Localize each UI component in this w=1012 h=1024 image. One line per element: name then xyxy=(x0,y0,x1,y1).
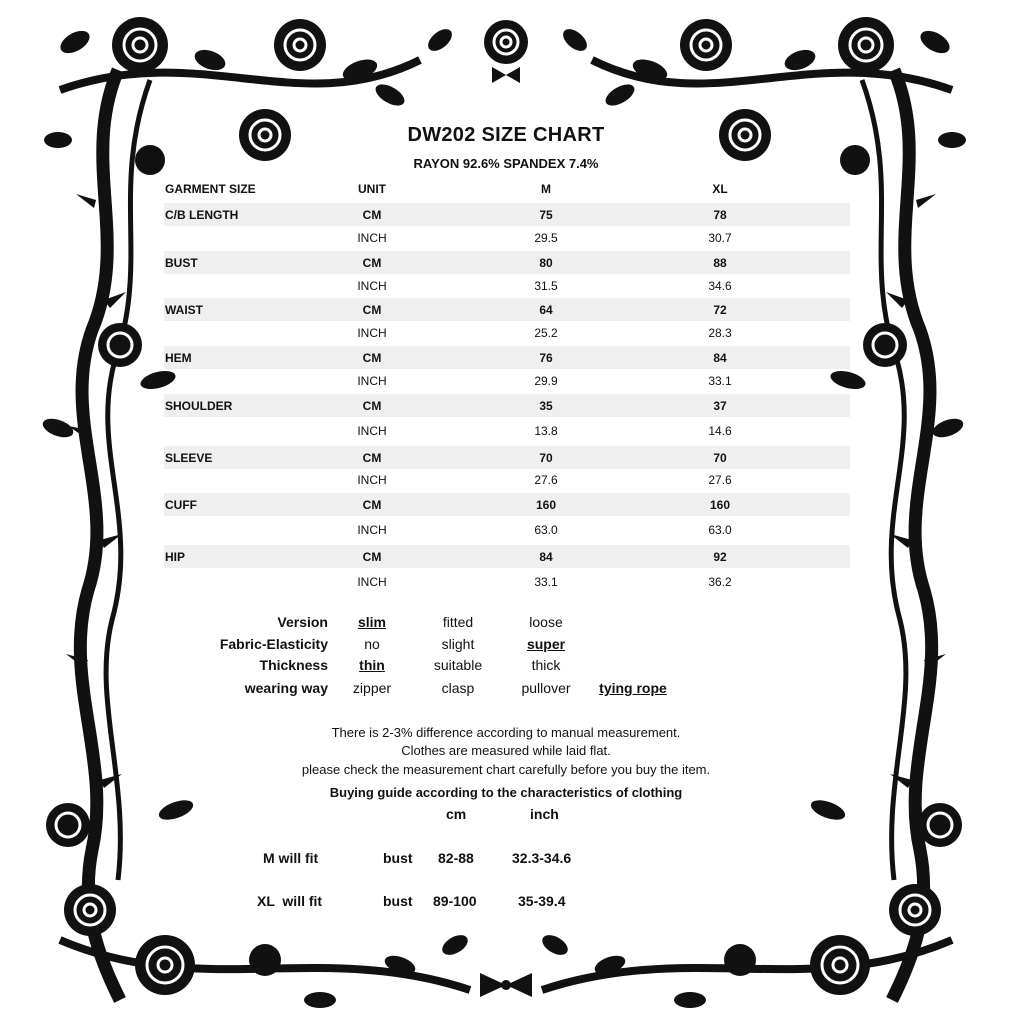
chart-title: DW202 SIZE CHART xyxy=(407,124,605,146)
inch-xl-value: 34.6 xyxy=(708,279,732,293)
inch-m-value: 29.5 xyxy=(534,231,558,245)
thickness-option-thick: thick xyxy=(531,657,561,673)
cm-m-value: 75 xyxy=(539,208,553,222)
inch-m-value: 13.8 xyxy=(534,424,558,438)
row-label: C/B LENGTH xyxy=(165,208,239,222)
wearing-option-zipper: zipper xyxy=(352,680,392,696)
inch-xl-value: 28.3 xyxy=(708,326,732,340)
note-laid-flat: Clothes are measured while laid flat. xyxy=(401,743,611,758)
size-m-header: M xyxy=(541,182,551,196)
elasticity-option-slight: slight xyxy=(441,636,475,652)
cm-xl-value: 78 xyxy=(713,208,727,222)
row-label: WAIST xyxy=(165,303,203,317)
row-label: CUFF xyxy=(165,498,197,512)
inch-unit: INCH xyxy=(357,279,387,293)
guide-m-label: M will fit xyxy=(263,850,319,866)
thickness-option-suitable: suitable xyxy=(433,657,483,673)
inch-unit: INCH xyxy=(357,575,387,589)
cm-unit: CM xyxy=(362,256,382,270)
guide-cm-header: cm xyxy=(446,806,467,822)
guide-xl-cm: 89-100 xyxy=(433,893,477,909)
version-label: Version xyxy=(277,614,328,630)
guide-xl-measure: bust xyxy=(383,893,413,909)
inch-xl-value: 30.7 xyxy=(708,231,732,245)
cm-m-value: 64 xyxy=(539,303,553,317)
inch-xl-value: 14.6 xyxy=(708,424,732,438)
inch-xl-value: 36.2 xyxy=(708,575,732,589)
inch-m-value: 31.5 xyxy=(534,279,558,293)
cm-m-value: 84 xyxy=(539,550,553,564)
cm-unit: CM xyxy=(362,208,382,222)
inch-unit: INCH xyxy=(357,473,387,487)
wearing-option-clasp: clasp xyxy=(441,680,475,696)
inch-m-value: 25.2 xyxy=(534,326,558,340)
inch-xl-value: 33.1 xyxy=(708,374,732,388)
row-label: HIP xyxy=(165,550,186,564)
wearing-option-tying-rope: tying rope xyxy=(599,680,667,696)
cm-xl-value: 88 xyxy=(713,256,727,270)
cm-unit: CM xyxy=(362,550,382,564)
elasticity-option-no: no xyxy=(364,636,380,652)
version-option-fitted: fitted xyxy=(442,614,474,630)
inch-unit: INCH xyxy=(357,374,387,388)
inch-xl-value: 63.0 xyxy=(708,523,732,537)
guide-m-inch: 32.3-34.6 xyxy=(512,850,572,866)
wearing-option-pullover: pullover xyxy=(521,680,571,696)
guide-xl-inch: 35-39.4 xyxy=(518,893,566,909)
cm-unit: CM xyxy=(362,451,382,465)
note-check-chart: please check the measurement chart carefully before you buy the item. xyxy=(301,762,711,777)
cm-unit: CM xyxy=(362,351,382,365)
guide-m-measure: bust xyxy=(383,850,413,866)
guide-xl-label: XL will fit xyxy=(257,893,323,909)
elasticity-option-super: super xyxy=(526,636,566,652)
inch-xl-value: 27.6 xyxy=(708,473,732,487)
inch-unit: INCH xyxy=(357,424,387,438)
cm-xl-value: 84 xyxy=(713,351,727,365)
garment-size-header: GARMENT SIZE xyxy=(165,182,256,196)
fabric-elasticity-label: Fabric-Elasticity xyxy=(219,636,328,652)
unit-header: UNIT xyxy=(358,182,386,196)
cm-m-value: 80 xyxy=(539,256,553,270)
cm-xl-value: 92 xyxy=(713,550,727,564)
cm-m-value: 160 xyxy=(535,498,557,512)
cm-xl-value: 72 xyxy=(713,303,727,317)
guide-inch-header: inch xyxy=(530,806,559,822)
version-option-slim: slim xyxy=(357,614,386,630)
inch-unit: INCH xyxy=(357,231,387,245)
thickness-option-thin: thin xyxy=(359,657,385,673)
size-xl-header: XL xyxy=(712,182,728,196)
cm-m-value: 35 xyxy=(539,399,553,413)
inch-unit: INCH xyxy=(357,523,387,537)
row-label: HEM xyxy=(165,351,192,365)
cm-xl-value: 160 xyxy=(709,498,731,512)
cm-xl-value: 70 xyxy=(713,451,727,465)
buying-guide-heading: Buying guide according to the characteristics of clothing xyxy=(329,785,683,800)
wearing-way-label: wearing way xyxy=(244,680,328,696)
thickness-label: Thickness xyxy=(259,657,328,673)
cm-m-value: 76 xyxy=(539,351,553,365)
note-measurement-difference: There is 2-3% difference according to manual measurement. xyxy=(331,725,681,740)
fabric-composition: RAYON 92.6% SPANDEX 7.4% xyxy=(413,156,599,171)
cm-unit: CM xyxy=(362,498,382,512)
row-label: SHOULDER xyxy=(165,399,233,413)
cm-unit: CM xyxy=(362,399,382,413)
cm-m-value: 70 xyxy=(539,451,553,465)
cm-xl-value: 37 xyxy=(713,399,727,413)
version-option-loose: loose xyxy=(529,614,563,630)
row-label: BUST xyxy=(165,256,198,270)
row-label: SLEEVE xyxy=(165,451,213,465)
guide-m-cm: 82-88 xyxy=(438,850,474,866)
inch-m-value: 33.1 xyxy=(534,575,558,589)
inch-unit: INCH xyxy=(357,326,387,340)
inch-m-value: 63.0 xyxy=(534,523,558,537)
inch-m-value: 27.6 xyxy=(534,473,558,487)
cm-unit: CM xyxy=(362,303,382,317)
inch-m-value: 29.9 xyxy=(534,374,558,388)
